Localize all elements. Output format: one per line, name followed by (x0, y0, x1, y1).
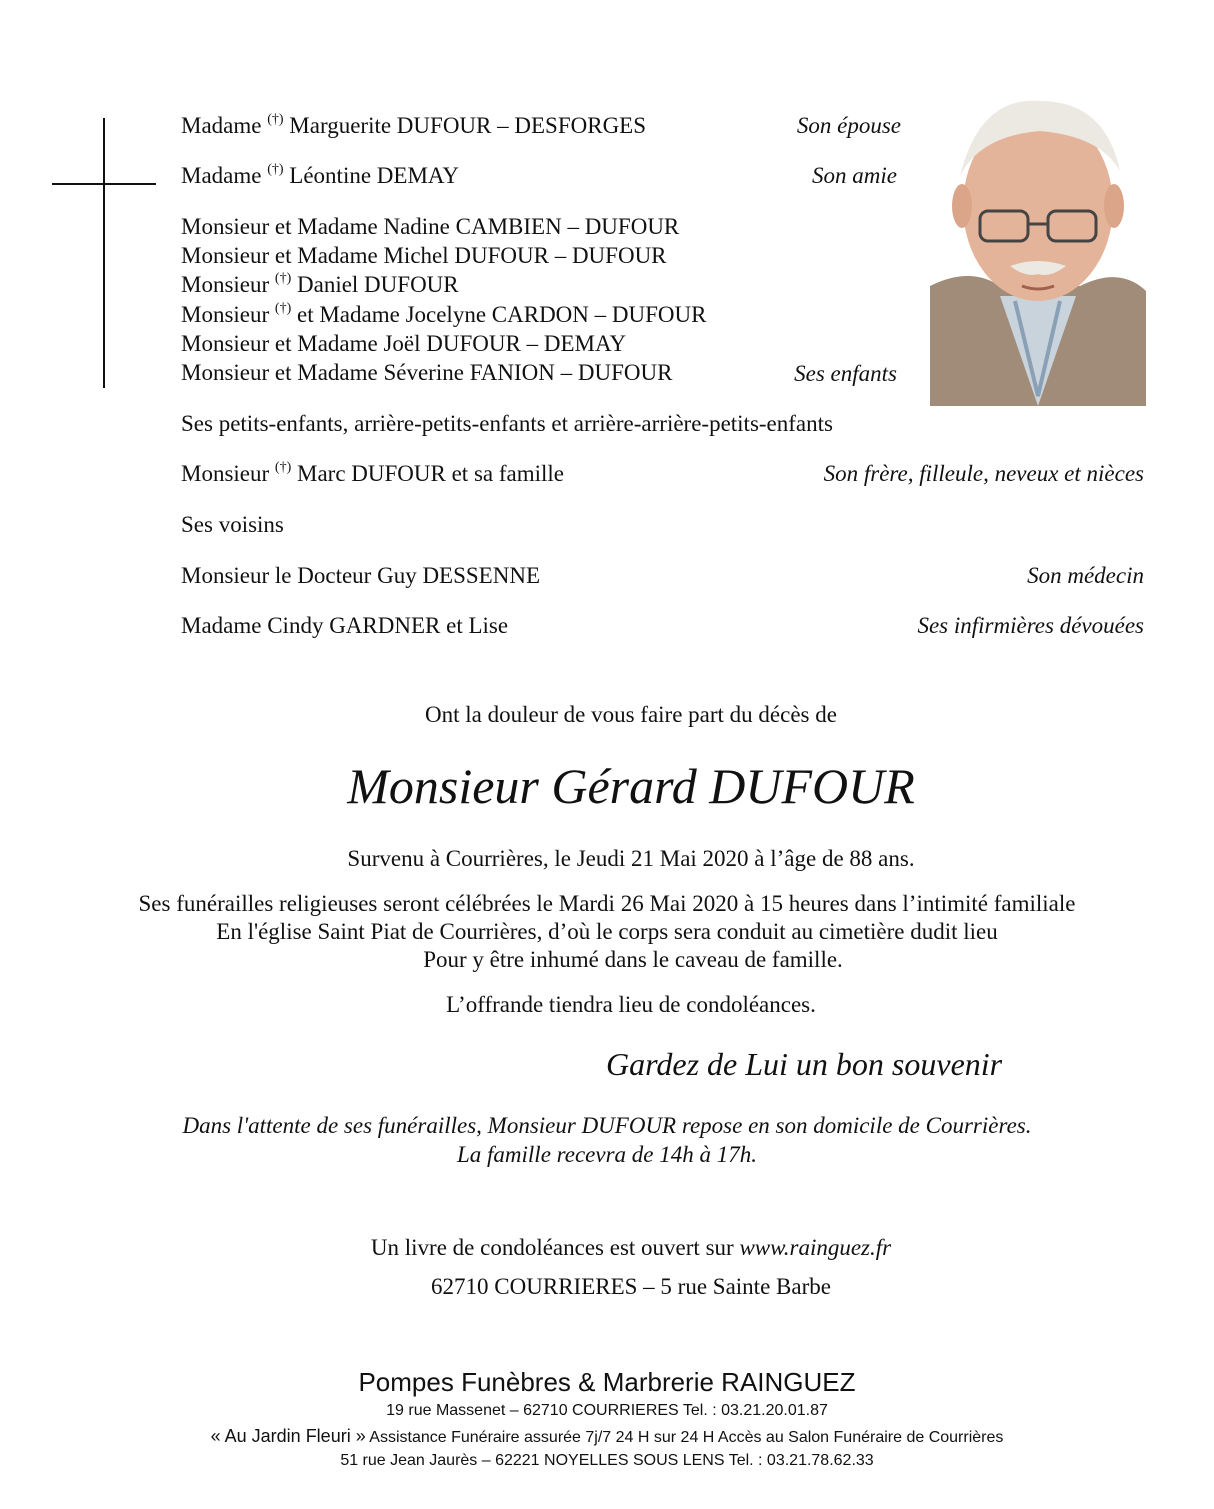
petits-enfants: Ses petits-enfants, arrière-petits-enfants et arrière-arrière-petits-enfants (181, 411, 833, 436)
title: Madame (181, 113, 262, 138)
role-infirmieres: Ses infirmières dévouées (917, 613, 1144, 638)
repose-line: La famille recevra de 14h à 17h. (456, 1142, 757, 1167)
company-address: 19 rue Massenet – 62710 COURRIERES Tel. : 03.21.20.01.87 (386, 1402, 828, 1419)
enfant-line: Monsieur et Madame Nadine CAMBIEN – DUFOUR (181, 214, 680, 239)
role-medecin: Son médecin (1027, 563, 1144, 588)
enfant-line: Monsieur et Madame Michel DUFOUR – DUFOUR (181, 243, 667, 268)
website-link[interactable]: www.rainguez.fr (739, 1235, 892, 1260)
family-infirmieres: Madame Cindy GARDNER et Lise (181, 613, 509, 638)
jardin-address: 51 rue Jean Jaurès – 62221 NOYELLES SOUS LENS Tel. : 03.21.78.62.33 (340, 1452, 874, 1469)
name: et Madame Jocelyne CARDON – DUFOUR (297, 302, 707, 327)
deceased-mark: (†) (274, 301, 292, 316)
deceased-mark: (†) (267, 162, 284, 177)
jardin-line (0, 1424, 1214, 1450)
family-frere (181, 460, 564, 488)
deceased-name: Monsieur Gérard DUFOUR (347, 758, 915, 814)
enfant-line (181, 301, 706, 329)
offrande: L’offrande tiendra lieu de condoléances. (446, 992, 816, 1017)
role-epouse: Son épouse (796, 113, 901, 138)
title: Monsieur (181, 302, 270, 327)
jardin-services: Assistance Funéraire assurée 7j/7 24 H sur 24 H Accès au Salon Funéraire de Courrières (369, 1429, 1004, 1446)
role-enfants: Ses enfants (794, 361, 897, 386)
family-medecin: Monsieur le Docteur Guy DESSENNE (181, 563, 541, 588)
name: Marguerite DUFOUR – DESFORGES (289, 113, 647, 138)
family-amie (181, 162, 459, 190)
condolence-book (24, 1234, 1214, 1262)
portrait-photo (930, 96, 1146, 406)
souvenir-quote: Gardez de Lui un bon souvenir (606, 1046, 1003, 1082)
deceased-mark: (†) (274, 271, 292, 286)
funeral-line: Ses funérailles religieuses seront célébrées le Mardi 26 Mai 2020 à 15 heures dans l’intimité familiale (138, 891, 1076, 916)
title: Monsieur (181, 272, 270, 297)
condolence-text: Un livre de condoléances est ouvert sur (370, 1235, 734, 1260)
deceased-mark: (†) (267, 112, 284, 127)
title: Monsieur (181, 461, 270, 486)
enfant-line: Monsieur et Madame Joël DUFOUR – DEMAY (181, 331, 627, 356)
funeral-line: Pour y être inhumé dans le caveau de famille. (423, 947, 843, 972)
name: Léontine DEMAY (289, 163, 460, 188)
voisins: Ses voisins (181, 512, 284, 537)
address: 62710 COURRIERES – 5 rue Sainte Barbe (431, 1274, 831, 1299)
enfant-line (181, 271, 459, 299)
title: Madame (181, 163, 262, 188)
enfant-line: Monsieur et Madame Séverine FANION – DUFOUR (181, 360, 673, 385)
name: Daniel DUFOUR (297, 272, 459, 297)
funeral-line: En l'église Saint Piat de Courrières, d’où le corps sera conduit au cimetière dudit lieu (216, 919, 998, 944)
death-notice: Survenu à Courrières, le Jeudi 21 Mai 2020 à l’âge de 88 ans. (347, 846, 915, 871)
role-frere: Son frère, filleule, neveux et nièces (823, 461, 1144, 486)
cross-icon (50, 118, 160, 390)
jardin-name: « Au Jardin Fleuri » (210, 1426, 366, 1446)
repose-line: Dans l'attente de ses funérailles, Monsieur DUFOUR repose en son domicile de Courrières. (182, 1113, 1032, 1138)
announcement-intro: Ont la douleur de vous faire part du décès de (425, 702, 837, 727)
name: Marc DUFOUR et sa famille (297, 461, 564, 486)
family-epouse (181, 112, 646, 140)
role-amie: Son amie (812, 163, 897, 188)
deceased-mark: (†) (274, 460, 292, 475)
company-name: Pompes Funèbres & Marbrerie RAINGUEZ (358, 1367, 856, 1397)
